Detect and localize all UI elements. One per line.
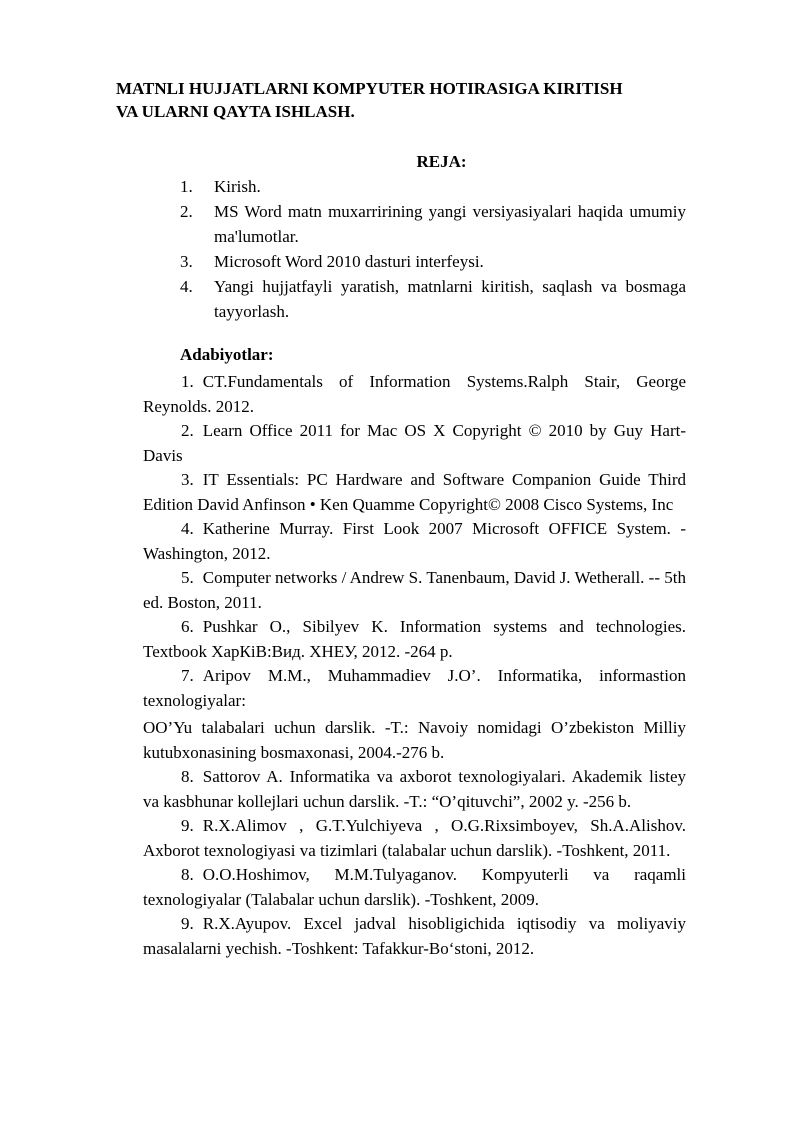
literature-item-continuation: OO’Yu talabalari uchun darslik. -T.: Navoiy nomidagi O’zbekiston Milliy kutubxonasining bosmaxonasi, 2004.-276 b. <box>143 718 686 762</box>
literature-item-number: 8. <box>181 865 194 884</box>
literature-item <box>143 863 686 912</box>
plan-item <box>180 174 686 199</box>
plan-item <box>180 249 686 274</box>
literature-item-text: Pushkar O., Sibilyev K. Information systems and technologies. Textbook ХарКіВ:Вид. ХНЕУ, 2012. -264 p. <box>143 617 686 661</box>
literature-list <box>143 370 686 961</box>
literature-item-text: Sattorov A. Informatika va axborot texnologiyalari. Akademik listey va kasbhunar kollejlari uchun darslik. -T.: “O’qituvchi”, 2002 y. -256 b. <box>143 767 686 811</box>
plan-item-number: 4. <box>180 277 193 296</box>
plan-item-number: 1. <box>180 177 193 196</box>
literature-item <box>143 615 686 664</box>
literature-heading: Adabiyotlar: <box>180 345 274 364</box>
literature-item-number: 4. <box>181 519 194 538</box>
literature-item-text: R.X.Alimov , G.T.Yulchiyeva , O.G.Rixsimboyev, Sh.A.Alishov. Axborot texnologiyasi va tizimlari (talabalar uchun darslik). -Toshkent, 2011. <box>143 816 686 860</box>
literature-item-text: R.X.Ayupov. Excel jadval hisobligichida iqtisodiy va moliyaviy masalalarni yechish. -Toshkent: Tafakkur-Bo‘stoni, 2012. <box>143 914 686 958</box>
literature-item-number: 9. <box>181 816 194 835</box>
literature-item-text: Learn Office 2011 for Mac OS X Copyright © 2010 by Guy Hart-Davis <box>143 421 686 465</box>
literature-item-number: 2. <box>181 421 194 440</box>
literature-item-number: 5. <box>181 568 194 587</box>
literature-item-number: 7. <box>181 666 194 685</box>
plan-item-text: MS Word matn muxarririning yangi versiyasiyalari haqida umumiy ma'lumotlar. <box>214 202 686 246</box>
plan-item-text: Kirish. <box>214 177 261 196</box>
literature-item-text: Katherine Murray. First Look 2007 Microsoft OFFICE System. -Washington, 2012. <box>143 519 686 563</box>
literature-item <box>143 370 686 419</box>
plan-item-text: Microsoft Word 2010 dasturi interfeysi. <box>214 252 484 271</box>
literature-item-number: 6. <box>181 617 194 636</box>
literature-item <box>143 664 686 713</box>
literature-item-text: Aripov M.M., Muhammadiev J.O’. Informatika, informastion texnologiyalar: <box>143 666 686 710</box>
literature-item-text: O.O.Hoshimov, M.M.Tulyaganov. Kompyuterli va raqamli texnologiyalar (Talabalar uchun darslik). -Toshkent, 2009. <box>143 865 686 909</box>
title-line-2: VA ULARNI QAYTA ISHLASH. <box>116 102 355 121</box>
plan-item-text: Yangi hujjatfayli yaratish, matnlarni kiritish, saqlash va bosmaga tayyorlash. <box>214 277 686 321</box>
literature-item-number: 1. <box>181 372 194 391</box>
plan-list <box>180 174 686 324</box>
literature-item <box>143 468 686 517</box>
plan-item <box>180 199 686 249</box>
literature-item <box>143 912 686 961</box>
literature-item <box>143 566 686 615</box>
literature-item <box>143 517 686 566</box>
plan-item <box>180 274 686 324</box>
plan-item-number: 3. <box>180 252 193 271</box>
literature-item <box>143 814 686 863</box>
document-title <box>116 77 716 123</box>
literature-item-number: 8. <box>181 767 194 786</box>
literature-item-text: Computer networks / Andrew S. Tanenbaum, David J. Wetherall. -- 5th ed. Boston, 2011. <box>143 568 686 612</box>
literature-item <box>143 765 686 814</box>
literature-item-text: CT.Fundamentals of Information Systems.Ralph Stair, George Reynolds. 2012. <box>143 372 686 416</box>
title-line-1: MATNLI HUJJATLARNI KOMPYUTER HOTIRASIGA KIRITISH <box>116 79 623 98</box>
plan-heading: REJA: <box>416 152 467 171</box>
literature-item <box>143 419 686 468</box>
literature-item-number: 3. <box>181 470 194 489</box>
plan-item-number: 2. <box>180 202 193 221</box>
literature-item-text: IT Essentials: PC Hardware and Software Companion Guide Third Edition David Anfinson • Ken Quamme Copyright© 2008 Cisco Systems, Inc <box>143 470 686 514</box>
literature-item-number: 9. <box>181 914 194 933</box>
